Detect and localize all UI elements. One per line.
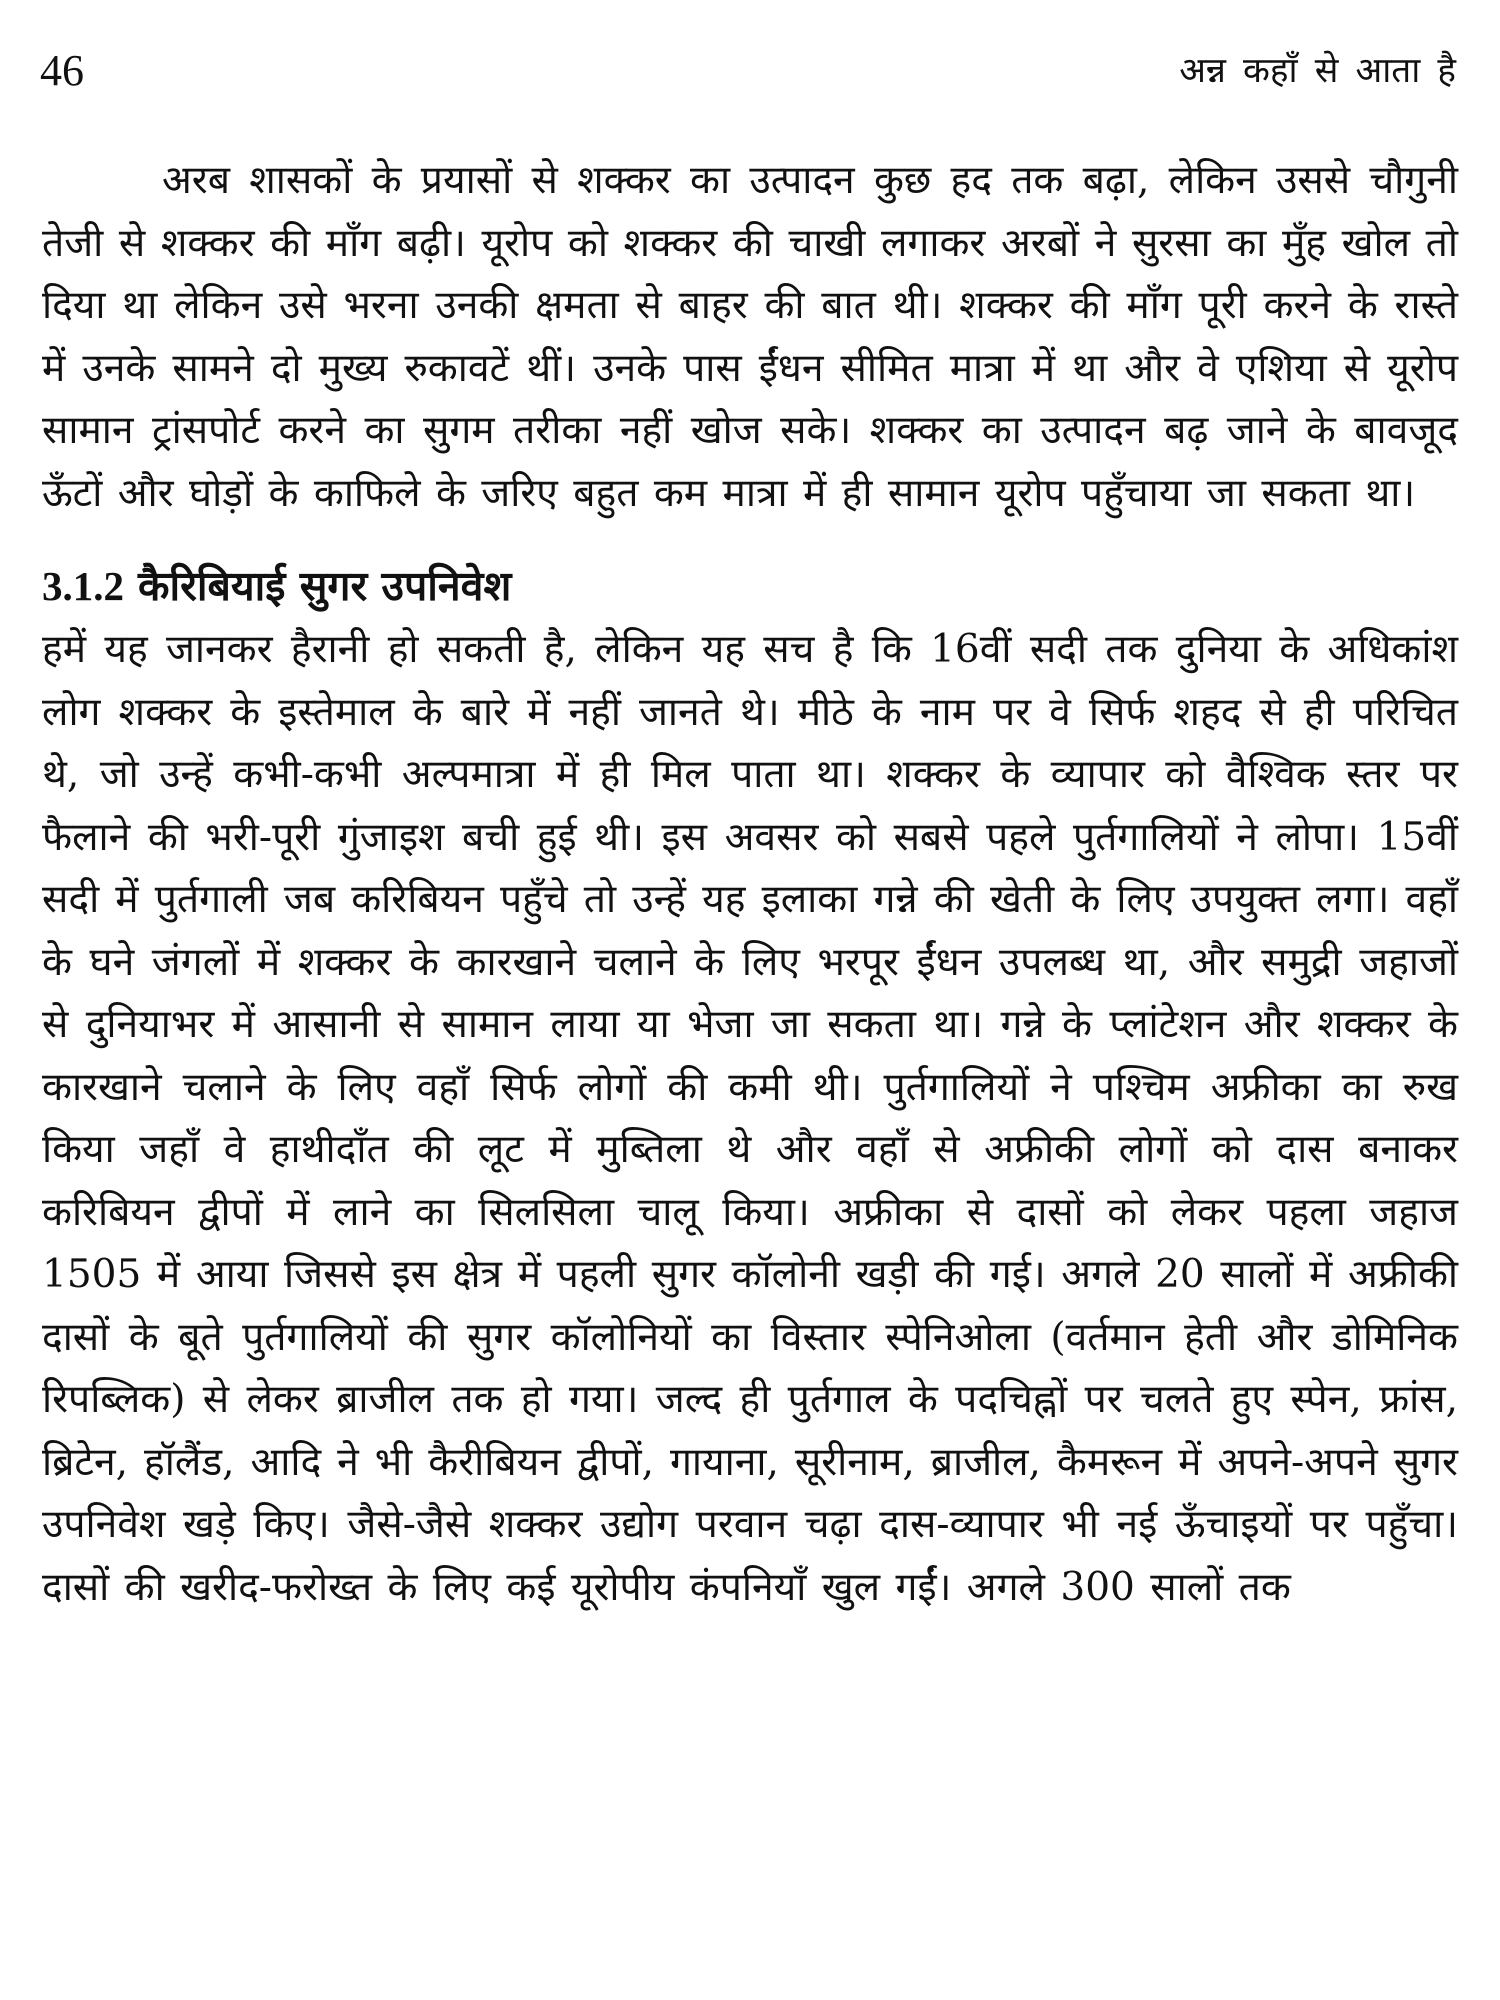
section-title: कैरिबियाई सुगर उपनिवेश <box>138 562 512 610</box>
page-number: 46 <box>40 46 84 95</box>
section-number: 3.1.2 <box>42 563 124 609</box>
paragraph-arab-sugar: अरब शासकों के प्रयासों से शक्कर का उत्पादन कुछ हद तक बढ़ा, लेकिन उससे चौगुनी तेजी से शक्कर की माँग बढ़ी। यूरोप को शक्कर की चाखी लगाकर अरबों ने सुरसा का मुँह खोल तो दिया था लेकिन उसे भरना उनकी क्षमता से बाहर की बात थी। शक्कर की माँग पूरी करने के रास्ते में उनके सामने दो मुख्य रुकावटें थीं। उनके पास ईंधन सीमित मात्रा में था और वे एशिया से यूरोप सामान ट्रांसपोर्ट करने का सुगम तरीका नहीं खोज सके। शक्कर का उत्पादन बढ़ जाने के बावजूद ऊँटों और घोड़ों के काफिले के जरिए बहुत कम मात्रा में ही सामान यूरोप पहुँचाया जा सकता था। <box>42 158 1458 516</box>
paragraph-caribbean-colonies: हमें यह जानकर हैरानी हो सकती है, लेकिन यह सच है कि 16वीं सदी तक दुनिया के अधिकांश लोग शक्कर के इस्तेमाल के बारे में नहीं जानते थे। मीठे के नाम पर वे सिर्फ शहद से ही परिचित थे, जो उन्हें कभी-कभी अल्पमात्रा में ही मिल पाता था। शक्कर के व्यापार को वैश्विक स्तर पर फैलाने की भरी-पूरी गुंजाइश बची हुई थी। इस अवसर को सबसे पहले पुर्तगालियों ने लोपा। 15वीं सदी में पुर्तगाली जब करिबियन पहुँचे तो उन्हें यह इलाका गन्ने की खेती के लिए उपयुक्त लगा। वहाँ के घने जंगलों में शक्कर के कारखाने चलाने के लिए भरपूर ईंधन उपलब्ध था, और समुद्री जहाजों से दुनियाभर में आसानी से सामान लाया या भेजा जा सकता था। गन्ने के प्लांटेशन और शक्कर के कारखाने चलाने के लिए वहाँ सिर्फ लोगों की कमी थी। पुर्तगालियों ने पश्चिम अफ्रीका का रुख किया जहाँ वे हाथीदाँत की लूट में मुब्तिला थे और वहाँ से अफ्रीकी लोगों को दास बनाकर करिबियन द्वीपों में लाने का सिलसिला चालू किया। अफ्रीका से दासों को लेकर पहला जहाज 1505 में आया जिससे इस क्षेत्र में पहली सुगर कॉलोनी खड़ी की गई। अगले 20 सालों में अफ्रीकी दासों के बूते पुर्तगालियों की सुगर कॉलोनियों का विस्तार स्पेनिओला (वर्तमान हेती और डोमिनिक रिपब्लिक) से लेकर ब्राजील तक हो गया। जल्द ही पुर्तगाल के पदचिह्नों पर चलते हुए स्पेन, फ्रांस, ब्रिटेन, हॉलैंड, आदि ने भी कैरीबियन द्वीपों, गायाना, सूरीनाम, ब्राजील, कैमरून में अपने-अपने सुगर उपनिवेश खड़े किए। जैसे-जैसे शक्कर उद्योग परवान चढ़ा दास-व्यापार भी नई ऊँचाइयों पर पहुँचा। दासों की खरीद-फरोख्त के लिए कई यूरोपीय कंपनियाँ खुल गईं। अगले 300 सालों तक <box>42 627 1458 1610</box>
page-body <box>42 150 1458 1619</box>
section-heading <box>42 553 1458 619</box>
running-header: अन्न कहाँ से आता है <box>1179 51 1456 91</box>
